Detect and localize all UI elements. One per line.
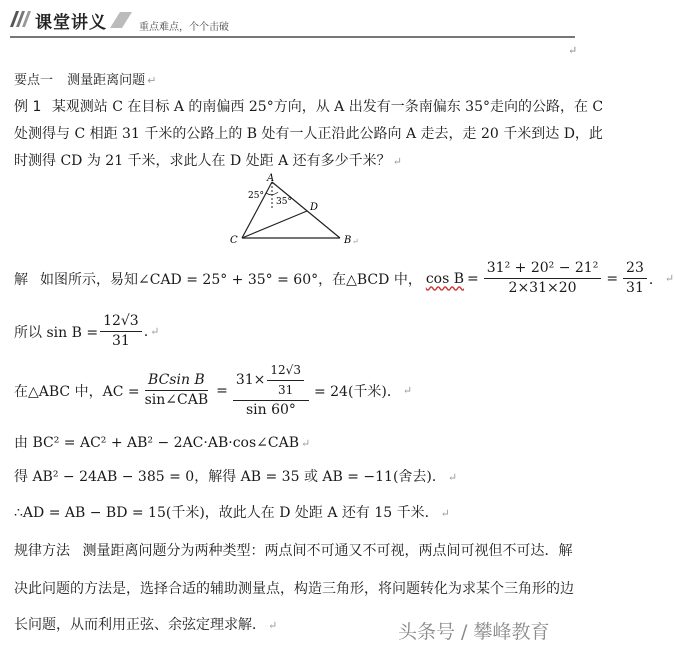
ac-inner-den: 31 [278, 383, 294, 397]
label-D: D [310, 202, 319, 213]
method-label: 规律方法 [14, 543, 70, 559]
equals: = [606, 270, 619, 287]
section-title: 测量距离问题 [67, 73, 146, 88]
solution-text-1: 如图所示，易知∠CAD = 25° + 35° = 60°，在△BCD 中， [40, 271, 422, 288]
svg-text:↵: ↵ [352, 237, 359, 246]
header-title: 课堂讲义 [35, 13, 107, 33]
example-line-3: 时测得 CD 为 21 千米，求此人在 D 处距 A 还有多少千米？ [14, 153, 391, 169]
side-AB [272, 182, 340, 238]
method-line-1: 测量距离问题分为两种类型：两点间不可通又不可视，两点间可视但不可达．解 [82, 543, 573, 559]
label-C: C [230, 235, 238, 246]
solution-line-6: ∴AD = AB − BD = 15(千米)，故此人在 D 处距 A 还有 15 千米． [14, 505, 439, 521]
cos-value-num: 23 [623, 260, 647, 279]
header-ribbon-icon [110, 12, 132, 28]
section-label: 要点一 [14, 73, 54, 88]
paragraph-mark: ↵ [568, 44, 578, 57]
ac-inner-num: 12√3 [267, 362, 304, 381]
equals: = [216, 382, 228, 399]
header-rule [10, 36, 575, 38]
sinb-prefix: 所以 sin B = [14, 324, 99, 341]
ac-mid-denominator: sin 60° [245, 402, 296, 418]
method-line-3: 长问题，从而利用正弦、余弦定理求解． [14, 617, 266, 633]
example-label: 例 1 [14, 99, 42, 115]
solution-line-5: 得 AB² − 24AB − 385 = 0，解得 AB = 35 或 AB = −11(舍去)． [14, 469, 446, 485]
header-subtitle: 重点难点，个个击破 [139, 22, 229, 33]
triangle-figure [220, 172, 370, 250]
ac-prefix: 在△ABC 中，AC = [14, 383, 140, 400]
example-line-1: 某观测站 C 在目标 A 的南偏西 25°方向，从 A 出发有一条南偏东 35°走向的公路，在 C [51, 99, 604, 115]
ac-inner-fraction [267, 362, 304, 399]
example-line-2: 处测得与 C 相距 31 千米的公路上的 B 处有一人正沿此公路向 A 走去，走 20 千米到达 D，此 [14, 126, 603, 142]
ac-compound-fraction [233, 362, 309, 419]
cos-b: cos B [425, 270, 465, 287]
solution-line-4: 由 BC² = AC² + AB² − 2AC·AB·cos∠CAB [14, 435, 299, 451]
sinb-numerator: 12√3 [100, 313, 142, 332]
cos-value [623, 260, 647, 297]
solution-line-1: 解 如图所示，易知∠CAD = 25° + 35° = 60°，在△BCD 中， cos B = $\frac{\text{31² + 20² − 21²}}{2\times 31\times 20}$ = $\frac{23}{31}$ ． ↵ [14, 260, 674, 296]
equals: = [467, 270, 479, 287]
sinb-fraction [100, 313, 142, 350]
angle-arc [266, 192, 278, 195]
cos-numerator: 31² + 20² − 21² [484, 260, 602, 279]
label-A: A [267, 173, 275, 184]
angle-35: 35° [276, 197, 292, 207]
header-stripes-icon [8, 9, 34, 29]
solution-line-2: 所以 sin B = $\frac{12√3}{31}$ . ↵ [14, 313, 160, 349]
method-line-2: 决此问题的方法是，选择合适的辅助测量点，构造三角形，将问题转化为求某个三角形的边 [14, 581, 574, 597]
section-heading: 要点一 测量距离问题 ↵ [14, 73, 157, 88]
ac-fraction [142, 372, 212, 409]
solution-label: 解 [14, 271, 28, 288]
ac-numerator: BCsin B [145, 372, 208, 391]
cos-denominator: 2×31×20 [508, 280, 577, 296]
cos-fraction [484, 260, 602, 297]
label-B: B [344, 235, 352, 246]
watermark: 头条号 / 攀峰教育 [398, 621, 550, 643]
sinb-denominator: 31 [111, 333, 130, 349]
segment-CD [242, 211, 307, 238]
angle-25: 25° [248, 191, 264, 201]
ac-result: = 24(千米)． [313, 383, 401, 400]
cos-value-den: 31 [626, 280, 644, 296]
ac-denominator: sin∠CAB [144, 392, 209, 408]
solution-line-3: 在△ABC 中，AC = $\frac{\text{BCsin B}}{\text{sin∠CAB}}$ = 31× $\frac{12√3}{31}$ sin 60° = 24(千米)． ↵ [14, 363, 413, 418]
ac-mid-numerator: 31× [235, 372, 266, 388]
